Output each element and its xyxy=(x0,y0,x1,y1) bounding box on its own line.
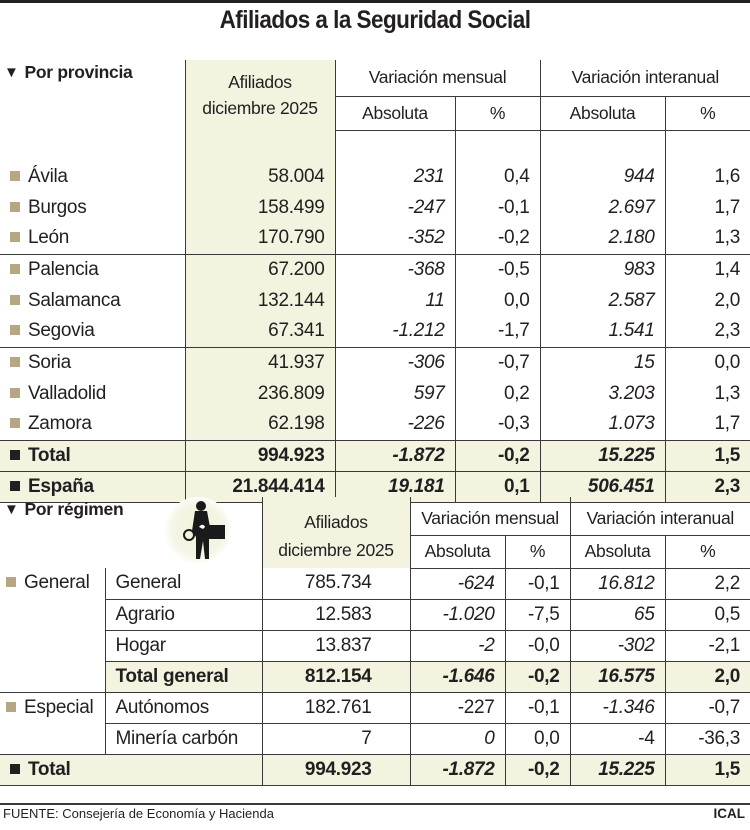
page-title: Afiliados a la Seguridad Social xyxy=(219,6,531,34)
bullet-icon xyxy=(10,764,20,774)
inter-abs-value: 15 xyxy=(540,347,665,378)
inter-abs-value: 15.225 xyxy=(570,754,665,785)
inter-abs-value: 16.575 xyxy=(570,661,665,692)
province-name: León xyxy=(0,223,185,254)
mens-pct-value: -0,1 xyxy=(455,192,540,223)
mens-abs-value: -227 xyxy=(410,692,505,723)
col-mens-abs-header: Absoluta xyxy=(410,535,505,568)
mens-abs-value: 11 xyxy=(335,285,455,316)
inter-pct-value: 1,5 xyxy=(665,440,750,471)
province-name: Soria xyxy=(0,347,185,378)
regime-table xyxy=(0,497,750,786)
inter-pct-value: 1,5 xyxy=(665,754,750,785)
bullet-icon xyxy=(10,202,20,212)
province-section-title: ▼ Por provincia xyxy=(4,62,133,82)
brand-credit: ICAL xyxy=(713,806,745,821)
afiliados-value: 132.144 xyxy=(185,285,335,316)
inter-abs-value: 1.073 xyxy=(540,409,665,440)
inter-pct-value: 2,0 xyxy=(665,285,750,316)
bullet-icon xyxy=(10,232,20,242)
mens-abs-value: -306 xyxy=(335,347,455,378)
table-row xyxy=(0,568,750,599)
province-name: Palencia xyxy=(0,254,185,285)
col-inter-pct-header: % xyxy=(665,535,750,568)
inter-pct-value: 1,4 xyxy=(665,254,750,285)
col-inter-pct-header: % xyxy=(665,96,750,130)
mens-abs-value: 0 xyxy=(410,723,505,754)
inter-pct-value: 1,3 xyxy=(665,223,750,254)
col-afiliados-header: Afiliados diciembre 2025 xyxy=(262,497,410,568)
subtotal-row xyxy=(0,661,750,692)
afiliados-value: 62.198 xyxy=(185,409,335,440)
mens-abs-value: -352 xyxy=(335,223,455,254)
inter-abs-value: 944 xyxy=(540,161,665,192)
inter-pct-value: -36,3 xyxy=(665,723,750,754)
inter-pct-value: 1,7 xyxy=(665,192,750,223)
table-row xyxy=(0,192,750,223)
total-label: Total xyxy=(0,754,262,785)
regime-name: Hogar xyxy=(105,630,262,661)
afiliados-value: 158.499 xyxy=(185,192,335,223)
mens-abs-value: 597 xyxy=(335,378,455,409)
inter-abs-value: 1.541 xyxy=(540,316,665,347)
table-row xyxy=(0,161,750,192)
bullet-icon xyxy=(10,357,20,367)
col-inter-abs-header: Absoluta xyxy=(540,96,665,130)
table-row xyxy=(0,599,750,630)
mens-pct-value: -0,2 xyxy=(455,223,540,254)
footer-rule xyxy=(0,803,750,805)
inter-abs-value: 983 xyxy=(540,254,665,285)
afiliados-value: 21.844.414 xyxy=(185,471,335,502)
inter-pct-value: 2,0 xyxy=(665,661,750,692)
mens-pct-value: -0,7 xyxy=(455,347,540,378)
table-row xyxy=(0,630,750,661)
total-row xyxy=(0,754,750,785)
group-label: General xyxy=(0,568,105,692)
afiliados-value: 13.837 xyxy=(262,630,410,661)
mens-pct-value: -0,2 xyxy=(455,440,540,471)
bullet-icon xyxy=(10,171,20,181)
subtotal-label: Total general xyxy=(105,661,262,692)
inter-pct-value: 0,0 xyxy=(665,347,750,378)
mens-pct-value: 0,4 xyxy=(455,161,540,192)
inter-abs-value: 506.451 xyxy=(540,471,665,502)
mens-abs-value: 231 xyxy=(335,161,455,192)
top-rule xyxy=(0,0,750,3)
mens-pct-value: -0,2 xyxy=(505,754,570,785)
inter-abs-value: 3.203 xyxy=(540,378,665,409)
col-var-mensual-header: Variación mensual xyxy=(335,60,540,96)
province-name: Burgos xyxy=(0,192,185,223)
mens-abs-value: -1.872 xyxy=(410,754,505,785)
afiliados-value: 12.583 xyxy=(262,599,410,630)
mens-pct-value: -0,5 xyxy=(455,254,540,285)
inter-pct-value: 1,7 xyxy=(665,409,750,440)
inter-pct-value: 2,3 xyxy=(665,316,750,347)
inter-pct-value: -2,1 xyxy=(665,630,750,661)
inter-abs-value: 2.697 xyxy=(540,192,665,223)
inter-pct-value: 1,6 xyxy=(665,161,750,192)
inter-abs-value: 15.225 xyxy=(540,440,665,471)
bullet-icon xyxy=(10,450,20,460)
inter-pct-value: 0,5 xyxy=(665,599,750,630)
province-table xyxy=(0,60,750,503)
regime-section-title: ▼ Por régimen xyxy=(4,499,124,519)
col-mens-abs-header: Absoluta xyxy=(335,96,455,130)
inter-abs-value: -302 xyxy=(570,630,665,661)
inter-abs-value: 65 xyxy=(570,599,665,630)
inter-abs-value: 2.180 xyxy=(540,223,665,254)
regime-name: Autónomos xyxy=(105,692,262,723)
mens-abs-value: -226 xyxy=(335,409,455,440)
col-inter-abs-header: Absoluta xyxy=(570,535,665,568)
province-name: Zamora xyxy=(0,409,185,440)
mens-abs-value: -1.646 xyxy=(410,661,505,692)
table-row xyxy=(0,409,750,440)
afiliados-value: 58.004 xyxy=(185,161,335,192)
col-var-mensual-header: Variación mensual xyxy=(410,497,570,535)
mens-abs-value: -1.020 xyxy=(410,599,505,630)
bullet-icon xyxy=(6,577,16,587)
source-note: FUENTE: Consejería de Economía y Hacienda xyxy=(3,806,274,821)
mens-pct-value: -7,5 xyxy=(505,599,570,630)
col-afiliados-header: Afiliados diciembre 2025 xyxy=(185,60,335,130)
triangle-down-icon: ▼ xyxy=(4,64,19,81)
total-row xyxy=(0,440,750,471)
mens-pct-value: -0,2 xyxy=(505,661,570,692)
regime-name: Minería carbón xyxy=(105,723,262,754)
mens-abs-value: -368 xyxy=(335,254,455,285)
inter-pct-value: 1,3 xyxy=(665,378,750,409)
mens-abs-value: -1.212 xyxy=(335,316,455,347)
afiliados-value: 994.923 xyxy=(262,754,410,785)
table-row xyxy=(0,378,750,409)
province-name: Segovia xyxy=(0,316,185,347)
inter-pct-value: -0,7 xyxy=(665,692,750,723)
afiliados-value: 785.734 xyxy=(262,568,410,599)
mens-pct-value: 0,0 xyxy=(505,723,570,754)
table-row xyxy=(0,254,750,285)
bullet-icon xyxy=(10,418,20,428)
mens-pct-value: 0,0 xyxy=(455,285,540,316)
inter-abs-value: 2.587 xyxy=(540,285,665,316)
table-row xyxy=(0,223,750,254)
afiliados-value: 41.937 xyxy=(185,347,335,378)
mens-pct-value: 0,2 xyxy=(455,378,540,409)
mens-abs-value: -2 xyxy=(410,630,505,661)
table-row xyxy=(0,347,750,378)
bullet-icon xyxy=(10,388,20,398)
triangle-down-icon: ▼ xyxy=(4,501,19,518)
bullet-icon xyxy=(10,264,20,274)
afiliados-value: 812.154 xyxy=(262,661,410,692)
inter-pct-value: 2,2 xyxy=(665,568,750,599)
mens-pct-value: -0,1 xyxy=(505,692,570,723)
table-row xyxy=(0,692,750,723)
bullet-icon xyxy=(10,295,20,305)
col-var-interanual-header: Variación interanual xyxy=(570,497,750,535)
col-mens-pct-header: % xyxy=(455,96,540,130)
table-row xyxy=(0,316,750,347)
spain-label: España xyxy=(0,471,185,502)
bullet-icon xyxy=(10,325,20,335)
table-row xyxy=(0,723,750,754)
mens-pct-value: -0,3 xyxy=(455,409,540,440)
mens-pct-value: -0,0 xyxy=(505,630,570,661)
afiliados-value: 7 xyxy=(262,723,410,754)
mens-pct-value: -1,7 xyxy=(455,316,540,347)
afiliados-value: 170.790 xyxy=(185,223,335,254)
afiliados-value: 236.809 xyxy=(185,378,335,409)
inter-abs-value: -1.346 xyxy=(570,692,665,723)
province-name: Valladolid xyxy=(0,378,185,409)
table-row xyxy=(0,285,750,316)
province-name: Ávila xyxy=(0,161,185,192)
inter-pct-value: 2,3 xyxy=(665,471,750,502)
bullet-icon xyxy=(6,702,16,712)
regime-name: Agrario xyxy=(105,599,262,630)
afiliados-value: 994.923 xyxy=(185,440,335,471)
mens-abs-value: -1.872 xyxy=(335,440,455,471)
afiliados-value: 67.341 xyxy=(185,316,335,347)
regime-name: General xyxy=(105,568,262,599)
total-label: Total xyxy=(0,440,185,471)
inter-abs-value: -4 xyxy=(570,723,665,754)
afiliados-value: 67.200 xyxy=(185,254,335,285)
mens-pct-value: 0,1 xyxy=(455,471,540,502)
col-mens-pct-header: % xyxy=(505,535,570,568)
col-var-interanual-header: Variación interanual xyxy=(540,60,750,96)
province-name: Salamanca xyxy=(0,285,185,316)
afiliados-value: 182.761 xyxy=(262,692,410,723)
mens-abs-value: -247 xyxy=(335,192,455,223)
inter-abs-value: 16.812 xyxy=(570,568,665,599)
mens-abs-value: 19.181 xyxy=(335,471,455,502)
mens-pct-value: -0,1 xyxy=(505,568,570,599)
group-label: Especial xyxy=(0,692,105,754)
bullet-icon xyxy=(10,481,20,491)
mens-abs-value: -624 xyxy=(410,568,505,599)
